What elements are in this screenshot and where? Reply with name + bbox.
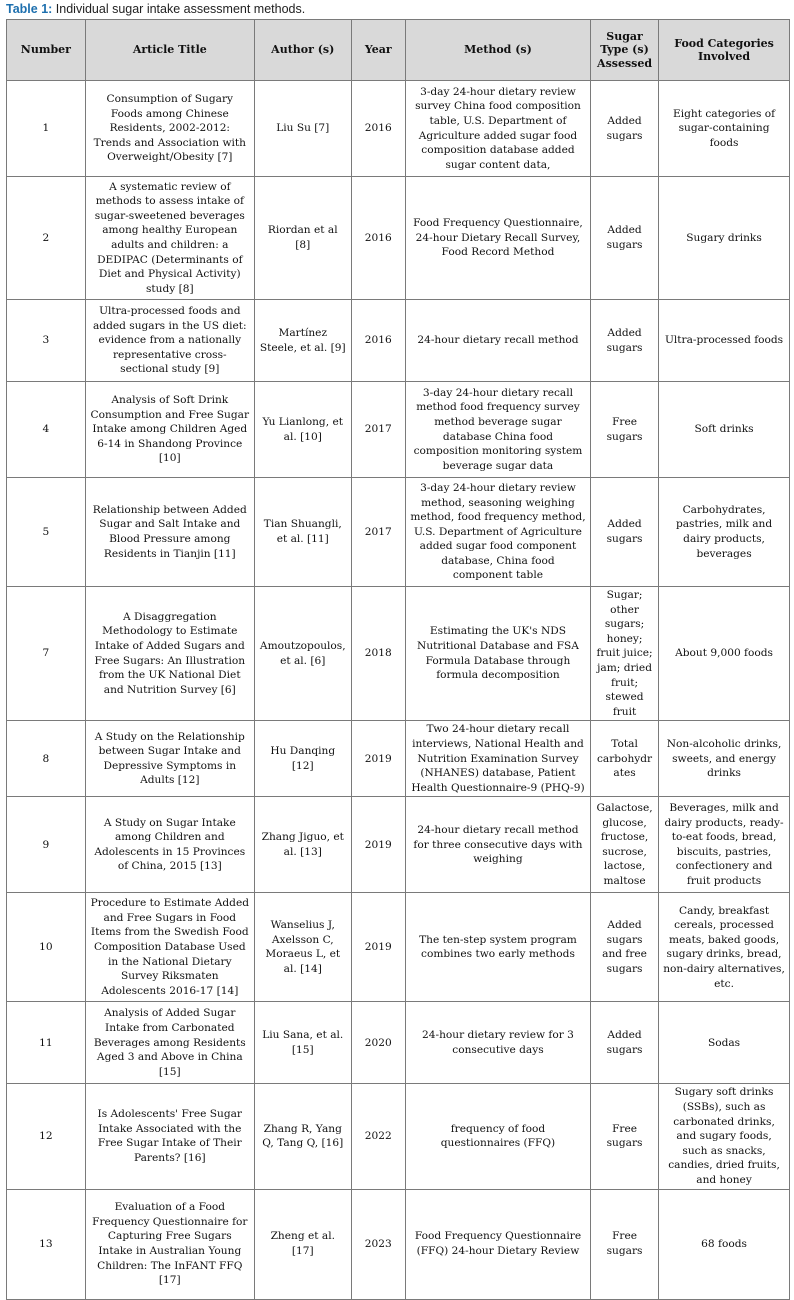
cell-number: 9: [7, 797, 86, 893]
header-row: [7, 20, 790, 81]
cell-methods: Two 24-hour dietary recall interviews, National Health and Nutrition Examination Survey (NHANES) database, Patient Health Questionnaire-9 (PHQ-9): [405, 721, 590, 797]
table-row: [7, 1084, 790, 1189]
cell-article-title: Procedure to Estimate Added and Free Sugars in Food Items from the Swedish Food Composition Database Used in the National Dietary Survey Riksmaten Adolescents 2016-17 [14]: [85, 893, 254, 1002]
cell-year: 2023: [351, 1189, 405, 1299]
table-row: [7, 300, 790, 382]
header-article-title: Article Title: [85, 20, 254, 81]
cell-methods: 24-hour dietary recall method: [405, 300, 590, 382]
cell-article-title: Consumption of Sugary Foods among Chinese Residents, 2002-2012: Trends and Association with Overweight/Obesity [7]: [85, 81, 254, 177]
cell-article-title: Evaluation of a Food Frequency Questionnaire for Capturing Free Sugars Intake in Australian Young Children: The InFANT FFQ [17]: [85, 1189, 254, 1299]
cell-authors: Wanselius J, Axelsson C, Moraeus L, et al. [14]: [254, 893, 351, 1002]
table-row: [7, 797, 790, 893]
cell-methods: 24-hour dietary review for 3 consecutive days: [405, 1002, 590, 1084]
cell-methods: The ten-step system program combines two early methods: [405, 893, 590, 1002]
table-row: [7, 1002, 790, 1084]
header-food-categories: Food Categories Involved: [659, 20, 790, 81]
cell-sugar-types: Free sugars: [591, 1189, 659, 1299]
cell-methods: frequency of food questionnaires (FFQ): [405, 1084, 590, 1189]
cell-authors: Liu Su [7]: [254, 81, 351, 177]
cell-authors: Hu Danqing [12]: [254, 721, 351, 797]
cell-authors: Zhang Jiguo, et al. [13]: [254, 797, 351, 893]
cell-food-categories: Candy, breakfast cereals, processed meats, baked goods, sugary drinks, bread, non-dairy alternatives, etc.: [659, 893, 790, 1002]
cell-food-categories: About 9,000 foods: [659, 587, 790, 721]
cell-food-categories: 68 foods: [659, 1189, 790, 1299]
table-row: [7, 1189, 790, 1299]
cell-article-title: A systematic review of methods to assess intake of sugar-sweetened beverages among healthy European adults and children: a DEDIPAC (Determinants of Diet and Physical Activity) study [8]: [85, 177, 254, 300]
cell-authors: Zhang R, Yang Q, Tang Q, [16]: [254, 1084, 351, 1189]
cell-article-title: Is Adolescents' Free Sugar Intake Associated with the Free Sugar Intake of Their Parents? [16]: [85, 1084, 254, 1189]
cell-sugar-types: Added sugars: [591, 177, 659, 300]
cell-article-title: Ultra-processed foods and added sugars in the US diet: evidence from a nationally representative cross-sectional study [9]: [85, 300, 254, 382]
cell-sugar-types: Galactose, glucose, fructose, sucrose, lactose, maltose: [591, 797, 659, 893]
cell-food-categories: Eight categories of sugar-containing foods: [659, 81, 790, 177]
cell-year: 2019: [351, 721, 405, 797]
cell-year: 2020: [351, 1002, 405, 1084]
table-caption-label: Table 1:: [6, 2, 53, 16]
cell-year: 2016: [351, 81, 405, 177]
cell-sugar-types: Sugar; other sugars; honey; fruit juice; jam; dried fruit; stewed fruit: [591, 587, 659, 721]
cell-methods: 24-hour dietary recall method for three consecutive days with weighing: [405, 797, 590, 893]
cell-number: 8: [7, 721, 86, 797]
cell-authors: Tian Shuangli, et al. [11]: [254, 478, 351, 587]
cell-methods: Food Frequency Questionnaire (FFQ) 24-hour Dietary Review: [405, 1189, 590, 1299]
cell-article-title: Relationship between Added Sugar and Salt Intake and Blood Pressure among Residents in Tianjin [11]: [85, 478, 254, 587]
cell-number: 1: [7, 81, 86, 177]
cell-authors: Amoutzopoulos, et al. [6]: [254, 587, 351, 721]
cell-number: 10: [7, 893, 86, 1002]
cell-methods: Estimating the UK's NDS Nutritional Database and FSA Formula Database through formula decomposition: [405, 587, 590, 721]
cell-food-categories: Soft drinks: [659, 382, 790, 478]
cell-number: 7: [7, 587, 86, 721]
cell-food-categories: Carbohydrates, pastries, milk and dairy products, beverages: [659, 478, 790, 587]
cell-authors: Riordan et al [8]: [254, 177, 351, 300]
cell-article-title: Analysis of Added Sugar Intake from Carbonated Beverages among Residents Aged 3 and Above in China [15]: [85, 1002, 254, 1084]
cell-food-categories: Sugary drinks: [659, 177, 790, 300]
cell-article-title: A Study on the Relationship between Sugar Intake and Depressive Symptoms in Adults [12]: [85, 721, 254, 797]
cell-article-title: A Study on Sugar Intake among Children and Adolescents in 15 Provinces of China, 2015 [13]: [85, 797, 254, 893]
cell-year: 2022: [351, 1084, 405, 1189]
cell-number: 11: [7, 1002, 86, 1084]
cell-sugar-types: Added sugars: [591, 1002, 659, 1084]
cell-sugar-types: Free sugars: [591, 1084, 659, 1189]
cell-sugar-types: Free sugars: [591, 382, 659, 478]
cell-number: 5: [7, 478, 86, 587]
sugar-methods-table: [6, 19, 790, 1300]
table-caption: [6, 2, 305, 16]
cell-methods: 3-day 24-hour dietary recall method food frequency survey method beverage sugar database China food composition monitoring system beverage sugar data: [405, 382, 590, 478]
cell-sugar-types: Total carbohydrates: [591, 721, 659, 797]
cell-year: 2016: [351, 300, 405, 382]
table-caption-text: Individual sugar intake assessment methods.: [52, 2, 306, 16]
cell-food-categories: Ultra-processed foods: [659, 300, 790, 382]
cell-year: 2018: [351, 587, 405, 721]
table-row: [7, 81, 790, 177]
cell-number: 3: [7, 300, 86, 382]
cell-year: 2019: [351, 797, 405, 893]
cell-authors: Liu Sana, et al. [15]: [254, 1002, 351, 1084]
header-methods: Method (s): [405, 20, 590, 81]
table-row: [7, 177, 790, 300]
table-row: [7, 587, 790, 721]
cell-authors: Yu Lianlong, et al. [10]: [254, 382, 351, 478]
cell-authors: Martínez Steele, et al. [9]: [254, 300, 351, 382]
cell-authors: Zheng et al. [17]: [254, 1189, 351, 1299]
cell-article-title: Analysis of Soft Drink Consumption and Free Sugar Intake among Children Aged 6-14 in Shandong Province [10]: [85, 382, 254, 478]
cell-number: 4: [7, 382, 86, 478]
cell-number: 13: [7, 1189, 86, 1299]
table-row: [7, 893, 790, 1002]
cell-article-title: A Disaggregation Methodology to Estimate Intake of Added Sugars and Free Sugars: An Illustration from the UK National Diet and Nutrition Survey [6]: [85, 587, 254, 721]
cell-methods: 3-day 24-hour dietary review survey China food composition table, U.S. Department of Agriculture added sugar food composition database added sugar content data,: [405, 81, 590, 177]
table-row: [7, 478, 790, 587]
table-row: [7, 721, 790, 797]
header-year: Year: [351, 20, 405, 81]
table-row: [7, 382, 790, 478]
cell-food-categories: Non-alcoholic drinks, sweets, and energy drinks: [659, 721, 790, 797]
cell-year: 2017: [351, 382, 405, 478]
cell-number: 12: [7, 1084, 86, 1189]
header-number: Number: [7, 20, 86, 81]
cell-year: 2017: [351, 478, 405, 587]
cell-sugar-types: Added sugars and free sugars: [591, 893, 659, 1002]
cell-sugar-types: Added sugars: [591, 478, 659, 587]
cell-methods: 3-day 24-hour dietary review method, seasoning weighing method, food frequency method, U.S. Department of Agriculture added sugar food component database, China food component table: [405, 478, 590, 587]
header-sugar-types: Sugar Type (s) Assessed: [591, 20, 659, 81]
cell-sugar-types: Added sugars: [591, 81, 659, 177]
cell-food-categories: Sugary soft drinks (SSBs), such as carbonated drinks, and sugary foods, such as snacks, candies, dried fruits, and honey: [659, 1084, 790, 1189]
cell-food-categories: Sodas: [659, 1002, 790, 1084]
header-authors: Author (s): [254, 20, 351, 81]
cell-sugar-types: Added sugars: [591, 300, 659, 382]
cell-number: 2: [7, 177, 86, 300]
cell-food-categories: Beverages, milk and dairy products, ready-to-eat foods, bread, biscuits, pastries, confectionery and fruit products: [659, 797, 790, 893]
cell-year: 2019: [351, 893, 405, 1002]
cell-methods: Food Frequency Questionnaire, 24-hour Dietary Recall Survey, Food Record Method: [405, 177, 590, 300]
cell-year: 2016: [351, 177, 405, 300]
